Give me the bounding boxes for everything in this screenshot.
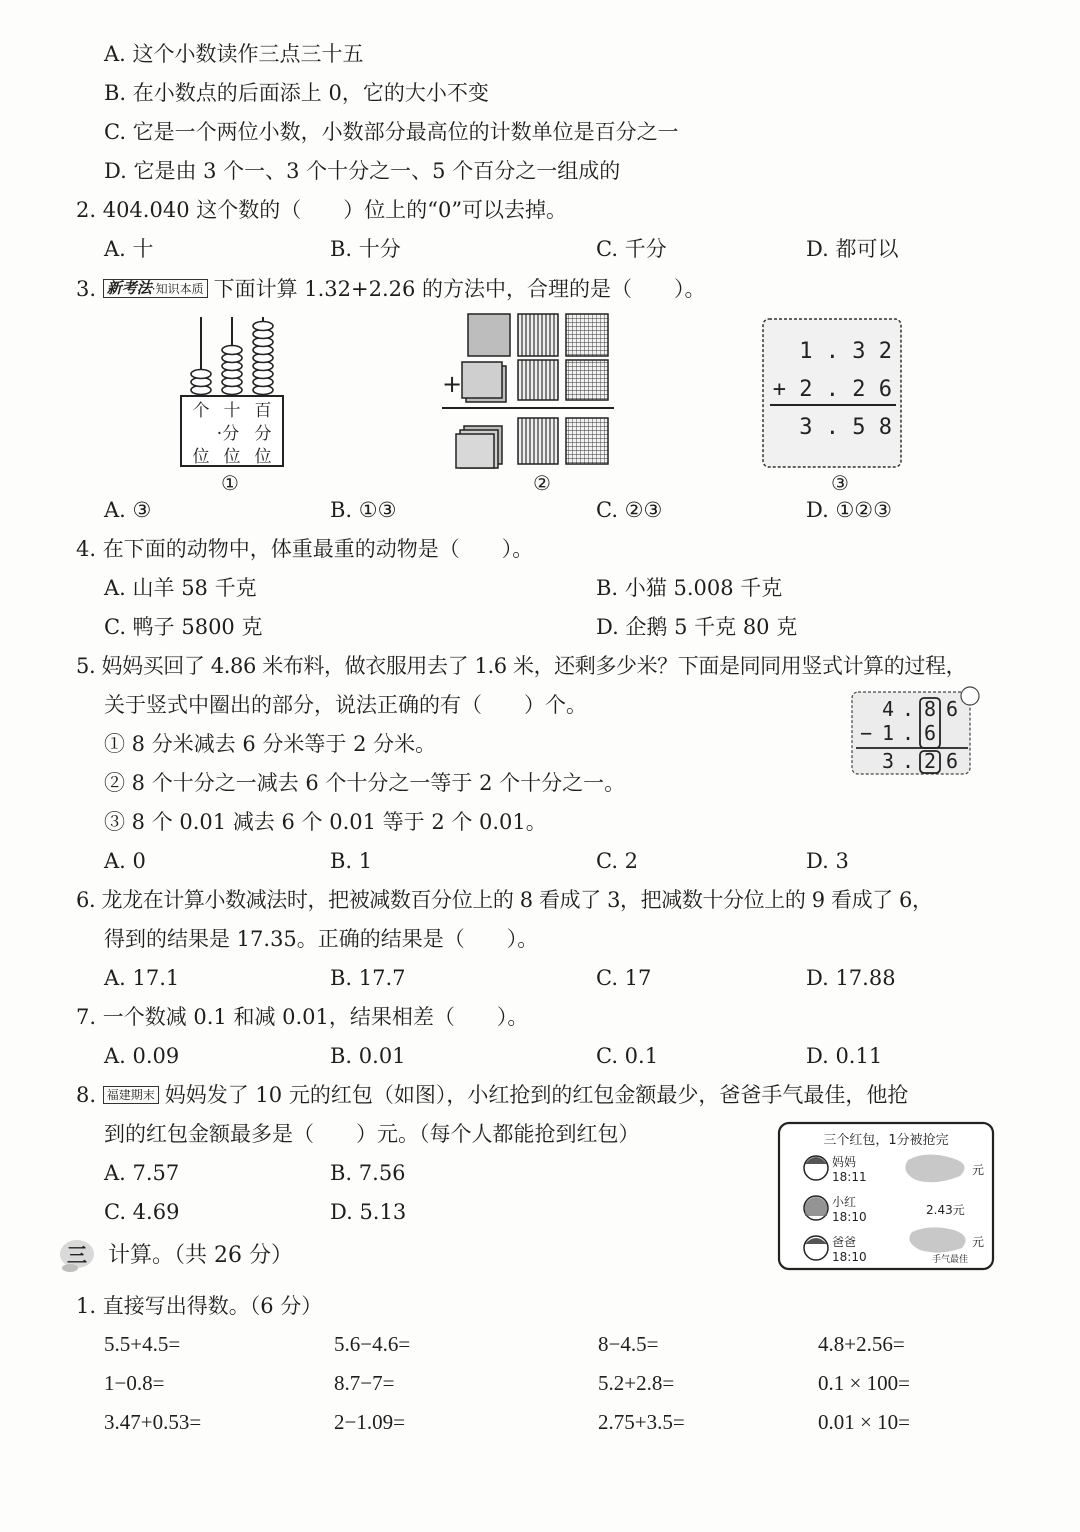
section-three-icon xyxy=(58,1238,96,1274)
svg-text:2: 2 xyxy=(923,749,937,773)
q8-stem-2: 到的红包金额最多是（ ）元。（每个人都能抢到红包） xyxy=(104,1122,640,1146)
vertical-addition-figure xyxy=(760,316,906,496)
q4-option-a: A. 山羊 58 千克 xyxy=(104,576,257,600)
q8-number: 8. xyxy=(76,1083,97,1107)
q5-statement-2: ② 8 个十分之一减去 6 个十分之一等于 2 个十分之一。 xyxy=(104,771,626,795)
q1-option-d: D. 它是由 3 个一、3 个十分之一、5 个百分之一组成的 xyxy=(104,159,621,183)
q8-region-tag: 福建期末 xyxy=(103,1086,159,1104)
abacus-label-wei2: 位 xyxy=(223,447,241,467)
problem-2-1: 1−0.8= xyxy=(104,1371,165,1395)
problem-2-4: 0.1 × 100= xyxy=(818,1371,910,1395)
vertical-row2: + 2 . 2 6 xyxy=(772,377,892,402)
q8-option-b: B. 7.56 xyxy=(330,1161,406,1185)
problem-1-3: 8−4.5= xyxy=(598,1332,659,1356)
fig3-label: ③ xyxy=(831,471,849,495)
q5-stem-2: 关于竖式中圈出的部分，说法正确的有（ ）个。 xyxy=(104,693,587,717)
q5-option-d: D. 3 xyxy=(806,849,849,873)
svg-text:.: . xyxy=(901,749,915,773)
q3-option-d: D. ①②③ xyxy=(806,498,892,522)
q2-option-a: A. 十 xyxy=(104,237,154,261)
q3-stem: 下面计算 1.32+2.26 的方法中，合理的是（ ）。 xyxy=(213,277,706,301)
problem-1-1: 5.5+4.5= xyxy=(104,1332,181,1356)
svg-text:18:10: 18:10 xyxy=(832,1250,867,1264)
q4-option-b: B. 小猫 5.008 千克 xyxy=(596,576,783,600)
svg-text:18:10: 18:10 xyxy=(832,1210,867,1224)
q3-number: 3. xyxy=(76,277,97,301)
fig2-label: ② xyxy=(533,471,551,495)
q5-stem-1: 5. 妈妈买回了 4.86 米布料，做衣服用去了 1.6 米，还剩多少米？下面是同同用竖式计算的过程， xyxy=(76,654,967,678)
q5-option-a: A. 0 xyxy=(104,849,146,873)
q2-option-d: D. 都可以 xyxy=(806,237,899,261)
problem-3-3: 2.75+3.5= xyxy=(598,1410,685,1434)
svg-text:18:11: 18:11 xyxy=(832,1170,867,1184)
svg-text:2.43元: 2.43元 xyxy=(926,1203,965,1217)
q7-option-b: B. 0.01 xyxy=(330,1044,406,1068)
problem-3-2: 2−1.09= xyxy=(334,1410,405,1434)
q8-option-d: D. 5.13 xyxy=(330,1200,407,1224)
q3-option-a: A. ③ xyxy=(104,498,152,522)
svg-text:1: 1 xyxy=(881,721,895,745)
section-three-title: 计算。（共 26 分） xyxy=(108,1243,293,1268)
q6-option-b: B. 17.7 xyxy=(330,966,406,990)
q4-stem: 4. 在下面的动物中，体重最重的动物是（ ）。 xyxy=(76,537,534,561)
abacus-label-wei1: 位 xyxy=(192,447,210,467)
q2-stem: 2. 404.040 这个数的（ ）位上的“0”可以去掉。 xyxy=(76,198,568,222)
svg-text:元: 元 xyxy=(972,1235,985,1249)
q1-option-b: B. 在小数点的后面添上 0，它的大小不变 xyxy=(104,81,489,105)
problem-3-1: 3.47+0.53= xyxy=(104,1410,202,1434)
section-three-sub: 1. 直接写出得数。（6 分） xyxy=(76,1294,323,1318)
q4-option-d: D. 企鹅 5 千克 80 克 xyxy=(596,615,798,639)
svg-text:元: 元 xyxy=(972,1163,985,1177)
problem-1-4: 4.8+2.56= xyxy=(818,1332,905,1356)
abacus-label-bai: 百 xyxy=(254,401,272,421)
abacus-figure xyxy=(176,312,288,494)
q3-option-b: B. ①③ xyxy=(330,498,397,522)
q7-option-c: C. 0.1 xyxy=(596,1044,659,1068)
q6-option-a: A. 17.1 xyxy=(104,966,180,990)
q5-statement-3: ③ 8 个 0.01 减去 6 个 0.01 等于 2 个 0.01。 xyxy=(104,810,547,834)
svg-text:−: − xyxy=(859,721,873,745)
problem-2-2: 8.7−7= xyxy=(334,1371,395,1395)
card-title: 三个红包，1分被抢完 xyxy=(823,1133,949,1148)
q8-stem-1: 妈妈发了 10 元的红包（如图），小红抢到的红包金额最少，爸爸手气最佳，他抢 xyxy=(164,1083,909,1107)
q6-stem-1: 6. 龙龙在计算小数减法时，把被减数百分位上的 8 看成了 3，把减数十分位上的 9 看成了 6， xyxy=(76,888,933,912)
problem-2-3: 5.2+2.8= xyxy=(598,1371,675,1395)
q5-subtraction-figure xyxy=(848,686,982,778)
svg-text:4: 4 xyxy=(881,697,895,721)
svg-text:6: 6 xyxy=(945,697,959,721)
svg-text:.: . xyxy=(901,721,915,745)
q8-stem-line xyxy=(76,1081,908,1109)
blocks-figure xyxy=(436,310,616,496)
q7-option-a: A. 0.09 xyxy=(104,1044,180,1068)
q5-option-c: C. 2 xyxy=(596,849,639,873)
q3-new-method-tag: 新考法·知识本质 xyxy=(103,279,208,298)
abacus-label-fen2: 分 xyxy=(254,424,272,444)
svg-text:+: + xyxy=(442,370,463,398)
svg-text:小红: 小红 xyxy=(832,1195,857,1209)
q8-option-c: C. 4.69 xyxy=(104,1200,180,1224)
svg-text:手气最佳: 手气最佳 xyxy=(931,1255,969,1265)
svg-text:.: . xyxy=(901,697,915,721)
svg-text:3: 3 xyxy=(881,749,895,773)
q2-option-b: B. 十分 xyxy=(330,237,401,261)
q5-statement-1: ① 8 分米减去 6 分米等于 2 分米。 xyxy=(104,732,437,756)
abacus-label-fen1: ·分 xyxy=(216,424,240,444)
q3-option-c: C. ②③ xyxy=(596,498,663,522)
q6-option-d: D. 17.88 xyxy=(806,966,896,990)
q6-stem-2: 得到的结果是 17.35。正确的结果是（ ）。 xyxy=(104,927,539,951)
abacus-label-ge: 个 xyxy=(192,401,210,421)
vertical-row1: 1 . 3 2 xyxy=(799,339,892,364)
q8-option-a: A. 7.57 xyxy=(104,1161,180,1185)
q3-stem-line xyxy=(76,275,706,303)
q2-option-c: C. 千分 xyxy=(596,237,667,261)
q5-option-b: B. 1 xyxy=(330,849,373,873)
vertical-row3: 3 . 5 8 xyxy=(799,415,892,440)
problem-1-2: 5.6−4.6= xyxy=(334,1332,411,1356)
q4-option-c: C. 鸭子 5800 克 xyxy=(104,615,263,639)
abacus-label-wei3: 位 xyxy=(254,447,272,467)
red-packet-card xyxy=(776,1120,996,1272)
svg-text:爸爸: 爸爸 xyxy=(832,1235,857,1249)
svg-text:妈妈: 妈妈 xyxy=(832,1155,857,1169)
q7-option-d: D. 0.11 xyxy=(806,1044,883,1068)
fig1-label: ① xyxy=(221,471,239,494)
abacus-label-shi: 十 xyxy=(223,401,241,421)
q1-option-c: C. 它是一个两位小数，小数部分最高位的计数单位是百分之一 xyxy=(104,120,679,144)
problem-3-4: 0.01 × 10= xyxy=(818,1410,910,1434)
section-three-label: 三 xyxy=(67,1243,87,1267)
svg-text:6: 6 xyxy=(945,749,959,773)
svg-text:8: 8 xyxy=(923,697,937,721)
q6-option-c: C. 17 xyxy=(596,966,652,990)
q7-stem: 7. 一个数减 0.1 和减 0.01，结果相差（ ）。 xyxy=(76,1005,529,1029)
q1-option-a: A. 这个小数读作三点三十五 xyxy=(104,42,364,66)
svg-text:6: 6 xyxy=(923,721,937,745)
